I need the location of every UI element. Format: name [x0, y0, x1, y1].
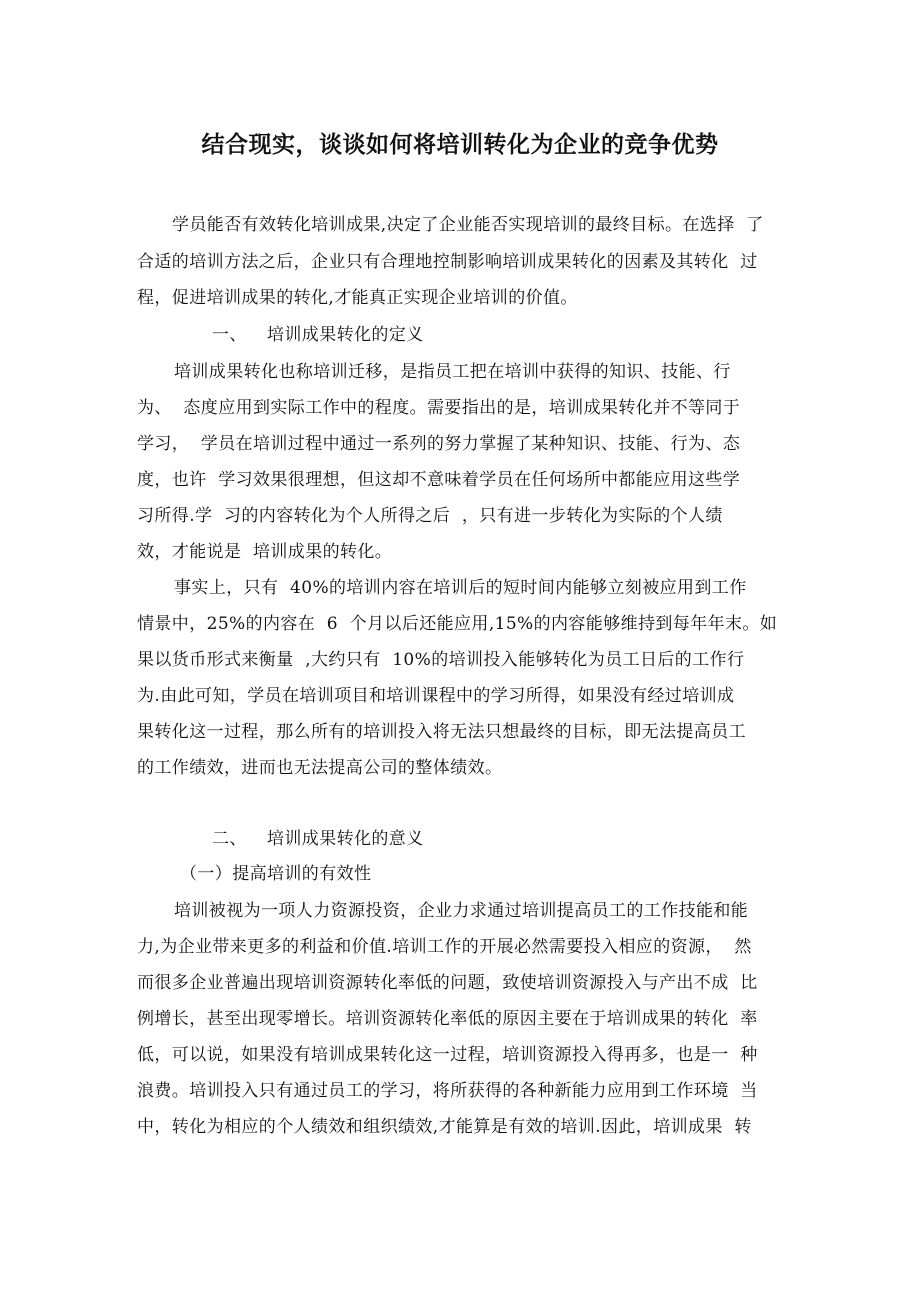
section1-para1-line-3: 学习， 学员在培训过程中通过一系列的努力掌握了某种知识、技能、行为、态: [137, 434, 741, 454]
section2-para1-line-7: 中，转化为相应的个人绩效和组织绩效,才能算是有效的培训.因此，培训成果 转: [137, 1117, 752, 1137]
section1-para2-line-3: 果以货币形式来衡量 ,大约只有 10%的培训投入能够转化为员工日后的工作行: [137, 650, 745, 670]
section1-para2-line-1: 事实上，只有 40%的培训内容在培训后的短时间内能够立刻被应用到工作: [174, 578, 747, 598]
section1-para1-line-2: 为、 态度应用到实际工作中的程度。需要指出的是，培训成果转化并不等同于: [137, 398, 741, 418]
section2-heading-text: 培训成果转化的意义: [267, 829, 424, 849]
section1-para1-line-6: 效，才能说是 培训成果的转化。: [137, 542, 393, 562]
section2-para1-line-6: 浪费。培训投入只有通过员工的学习，将所获得的各种新能力应用到工作环境 当: [137, 1081, 758, 1101]
document-title: 结合现实，谈谈如何将培训转化为企业的竞争优势: [201, 132, 719, 158]
section1-para1-line-4: 度，也许 学习效果很理想，但这却不意味着学员在任何场所中都能应用这些学: [137, 470, 741, 490]
section1-para2-line-5: 果转化这一过程，那么所有的培训投入将无法只想最终的目标，即无法提高员工: [137, 722, 746, 742]
section2-para1-line-5: 低，可以说，如果没有培训成果转化这一过程，培训资源投入得再多，也是一 种: [137, 1045, 758, 1065]
intro-line-3: 程，促进培训成果的转化,才能真正实现企业培训的价值。: [137, 288, 578, 308]
section1-para1-line-1: 培训成果转化也称培训迁移，是指员工把在培训中获得的知识、技能、行: [174, 362, 731, 382]
section2-para1-line-3: 而很多企业普遍出现培训资源转化率低的问题，致使培训资源投入与产出不成 比: [137, 973, 758, 993]
section1-para2-line-6: 的工作绩效，进而也无法提高公司的整体绩效。: [137, 758, 503, 778]
section1-para2-line-2: 情景中，25%的内容在 6 个月以后还能应用,15%的内容能够维持到每年年末。如: [137, 614, 778, 634]
intro-line-1: 学员能否有效转化培训成果,决定了企业能否实现培训的最终目标。在选择 了: [172, 215, 764, 235]
section1-para1-line-5: 习所得.学 习的内容转化为个人所得之后 ，只有进一步转化为实际的个人绩: [137, 506, 723, 526]
section2-heading-number: 二、: [212, 829, 247, 849]
section1-heading-text: 培训成果转化的定义: [267, 325, 424, 345]
section2-para1-line-4: 例增长，甚至出现零增长。培训资源转化率低的原因主要在于培训成果的转化 率: [137, 1009, 758, 1029]
intro-line-2: 合适的培训方法之后，企业只有合理地控制影响培训成果转化的因素及其转化 过: [137, 252, 758, 272]
section2-subheading: （一）提高培训的有效性: [180, 864, 372, 884]
section1-para2-line-4: 为.由此可知，学员在培训项目和培训课程中的学习所得，如果没有经过培训成: [137, 686, 735, 706]
section2-para1-line-2: 力,为企业带来更多的利益和价值.培训工作的开展必然需要投入相应的资源， 然: [137, 937, 752, 957]
section1-heading-number: 一、: [212, 325, 247, 345]
section2-para1-line-1: 培训被视为一项人力资源投资，企业力求通过培训提高员工的工作技能和能: [174, 901, 749, 921]
